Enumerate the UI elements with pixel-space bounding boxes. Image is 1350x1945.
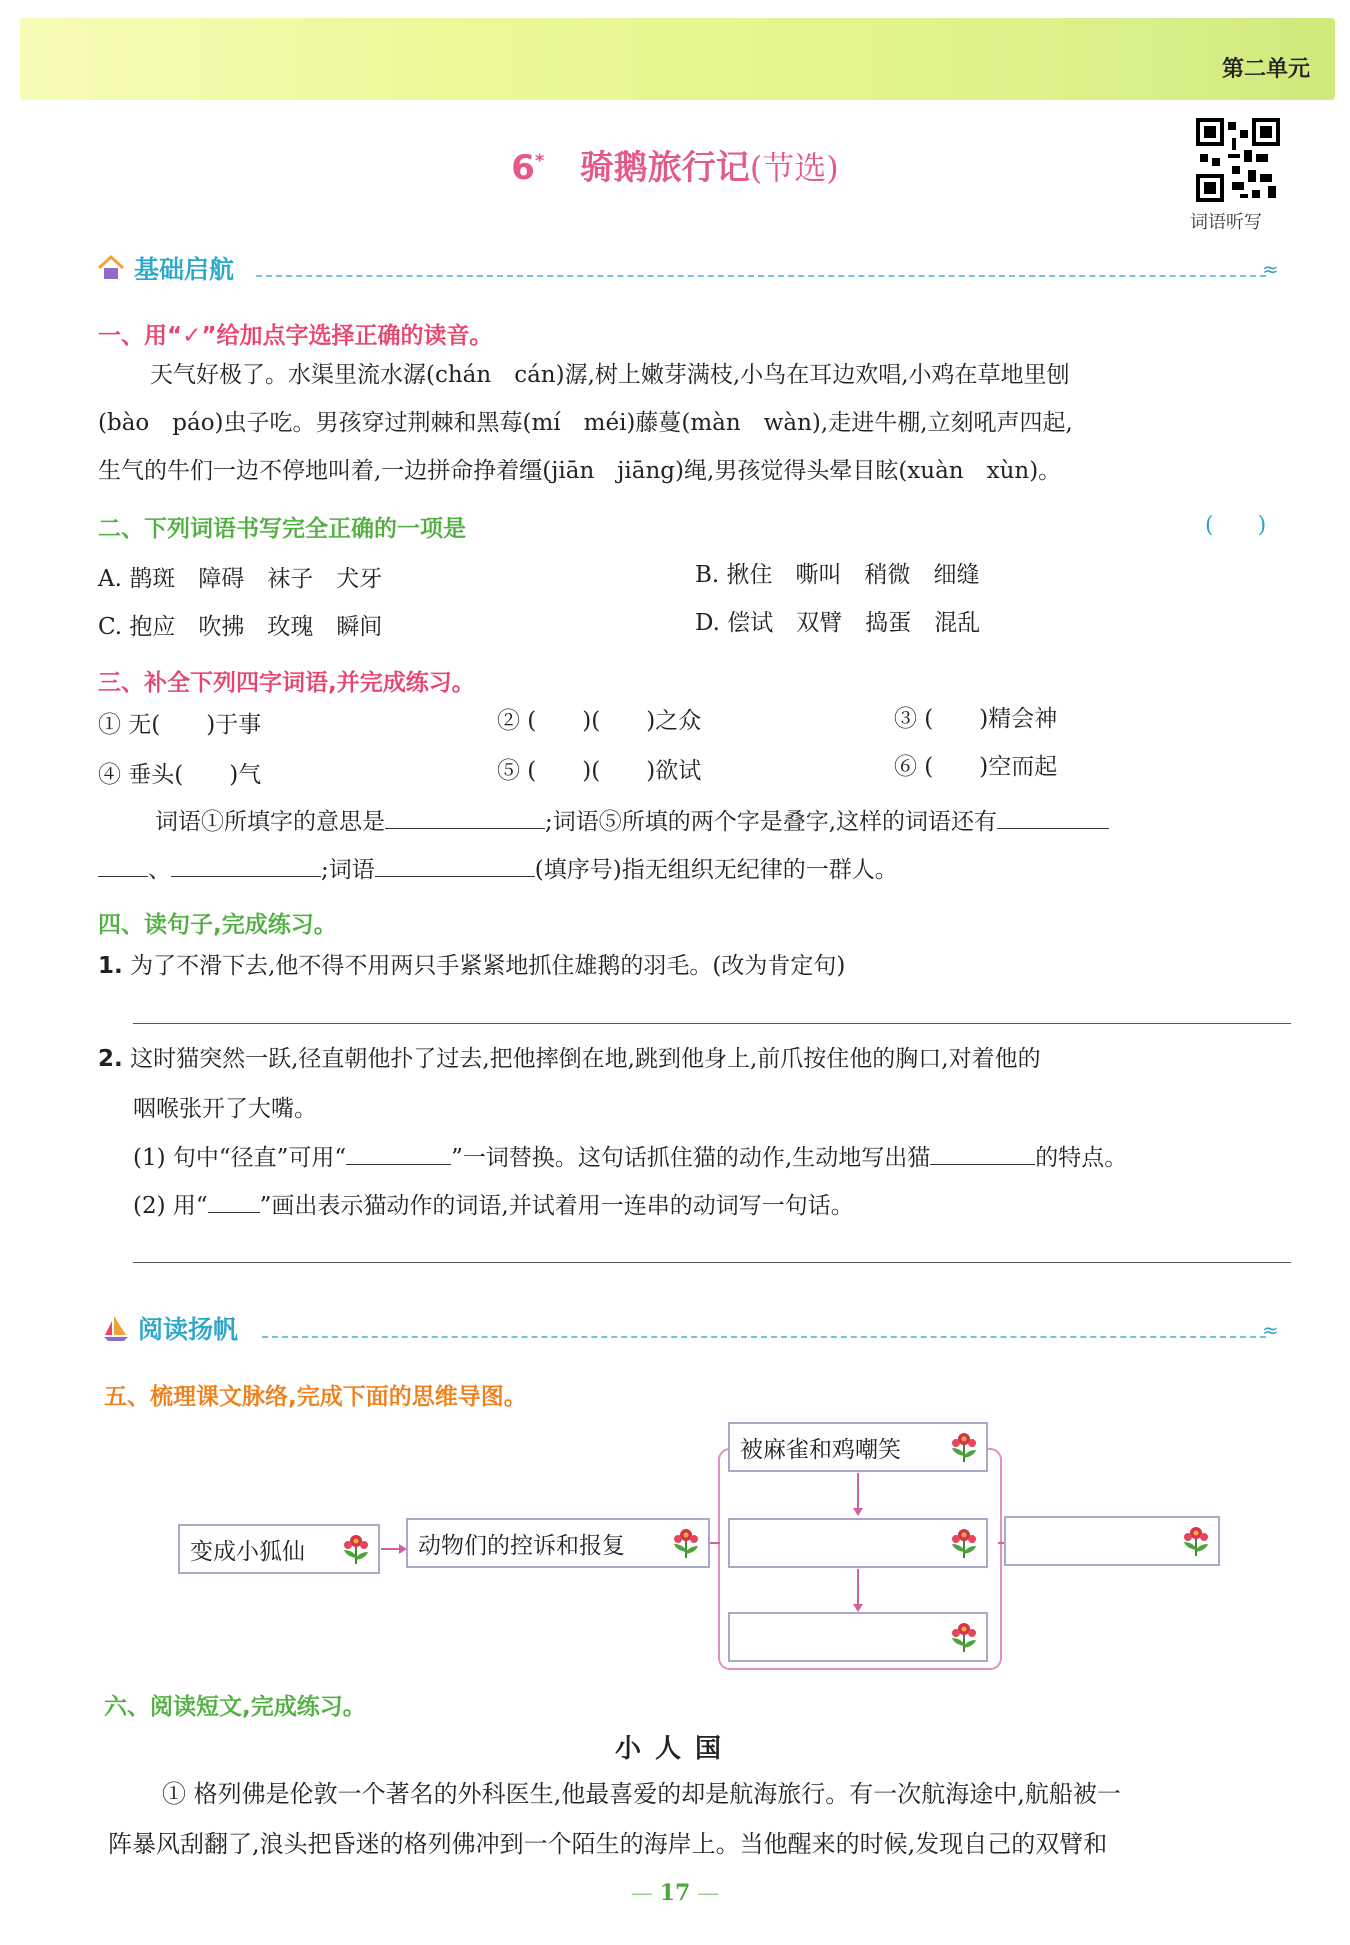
q2-label: 二、下列词语书写完全正确的一项是 [98,516,466,542]
q1-line2: (bào páo)虫子吃。男孩穿过荆棘和黑莓(mí méi)藤蔓(màn wàn),走进牛棚,立刻吼声四起, [98,410,1073,436]
q3-item1[interactable]: ① 无( )于事 [98,712,262,738]
q5-label: 五、梳理课文脉络,完成下面的思维导图。 [104,1384,527,1410]
q3-item2[interactable]: ② ( )( )之众 [497,708,702,734]
section-divider [256,275,1266,277]
flower-icon [948,1430,980,1464]
mindmap-box-blank1[interactable] [728,1518,988,1568]
q4-part1: (1) 句中“径直”可用“ ”一词替换。这句话抓住猫的动作,生动地写出猫 的特点。 [133,1145,1128,1171]
story-title: 小人国 [614,1734,735,1764]
connector [381,1548,401,1550]
q4-label: 四、读句子,完成练习。 [98,912,337,938]
lesson-title-sub: (节选) [749,149,839,187]
arrow-down-icon [853,1508,863,1516]
q4-underline-sample [208,1192,260,1213]
lesson-title [0,140,1350,189]
q2-option-a[interactable]: A. 鹊斑 障碍 袜子 犬牙 [98,566,383,592]
page-number: — 17 — [630,1880,720,1906]
connector [710,1542,720,1544]
section-reading-title: 阅读扬帆 [138,1315,239,1344]
wave-end-icon: ≈ [1262,257,1279,281]
mindmap-box-blank2[interactable] [728,1612,988,1662]
section-basic [96,250,234,286]
q4-sentence2-cont: 咽喉张开了大嘴。 [133,1096,317,1122]
sailboat-icon [102,1313,130,1343]
mindmap-box-complaints: 动物们的控诉和报复 [406,1518,710,1568]
mindmap-box-mocked: 被麻雀和鸡嘲笑 [728,1422,988,1472]
flower-icon [1180,1524,1212,1558]
q1-label: 一、用“✓”给加点字选择正确的读音。 [98,323,493,349]
q4-sentence1: 1. 为了不滑下去,他不得不用两只手紧紧地抓住雄鹅的羽毛。(改为肯定句) [98,953,846,979]
lesson-title-text: 骑鹅旅行记 [579,148,750,188]
q6-label: 六、阅读短文,完成练习。 [104,1694,366,1720]
q3-item6[interactable]: ⑥ ( )空而起 [894,754,1058,780]
flower-icon [340,1532,372,1566]
q4-part2: (2) 用“ ”画出表示猫动作的词语,并试着用一连串的动词写一句话。 [133,1193,854,1219]
section-basic-title: 基础启航 [134,255,235,284]
q4-answer-line1[interactable] [133,1023,1291,1024]
flower-icon [948,1620,980,1654]
section-divider [262,1336,1266,1338]
q3-practice-line2: 、 ;词语 (填序号)指无组织无纪律的一群人。 [98,856,898,885]
q1-line3: 生气的牛们一边不停地叫着,一边拼命挣着缰(jiān jiāng)绳,男孩觉得头晕目眩(xuàn xùn)。 [98,458,1062,484]
q4-answer-line2[interactable] [133,1262,1291,1263]
story-paragraph1-line1: ① 格列佛是伦敦一个著名的外科医生,他最喜爱的却是航海旅行。有一次航海途中,航船被一 [162,1780,1121,1808]
q3-label: 三、补全下列四字词语,并完成练习。 [98,670,475,696]
q2-option-c[interactable]: C. 抱应 吹拂 玫瑰 瞬间 [98,614,383,640]
wave-end-icon: ≈ [1262,1318,1279,1342]
q4-sentence2: 2. 这时猫突然一跃,径直朝他扑了过去,把他摔倒在地,跳到他身上,前爪按住他的胸口,对着他的 [98,1046,1041,1072]
q4-blank-synonym[interactable] [346,1144,451,1165]
q3-blank-words[interactable] [997,808,1109,829]
q3-blank-word2[interactable] [98,856,148,877]
mindmap-box-start: 变成小狐仙 [178,1524,380,1574]
qr-code-icon[interactable] [1196,118,1280,202]
mindmap-box-blank3[interactable] [1004,1516,1220,1566]
q3-practice-line1: 词语①所填字的意思是 ;词语⑤所填的两个字是叠字,这样的词语还有 [155,808,1109,837]
q3-blank-word3[interactable] [171,856,321,877]
connector [857,1473,859,1509]
q2-option-b[interactable]: B. 揪住 嘶叫 稍微 细缝 [695,562,980,588]
unit-label: 第二单元 [1221,57,1310,82]
flower-icon [670,1526,702,1560]
q2-option-d[interactable]: D. 偿试 双臂 捣蛋 混乱 [695,610,981,636]
connector [857,1569,859,1605]
header-banner [20,18,1335,100]
story-paragraph1-line2: 阵暴风刮翻了,浪头把昏迷的格列佛冲到一个陌生的海岸上。当他醒来的时候,发现自己的双臂和 [108,1830,1108,1858]
lesson-number: 6* [511,148,545,188]
q1-line1: 天气好极了。水渠里流水潺(chán cán)潺,树上嫩芽满枝,小鸟在耳边欢唱,小鸡在草地里刨 [150,362,1070,388]
q3-blank-meaning[interactable] [385,808,545,829]
flower-icon [948,1526,980,1560]
arrow-down-icon [853,1604,863,1612]
q3-item4[interactable]: ④ 垂头( )气 [98,762,262,788]
q3-item5[interactable]: ⑤ ( )( )欲试 [497,758,702,784]
section-reading [102,1310,238,1346]
q4-blank-trait[interactable] [930,1144,1035,1165]
q2-answer-paren[interactable]: ( ) [1205,513,1267,538]
q3-blank-number[interactable] [375,856,535,877]
q3-item3[interactable]: ③ ( )精会神 [894,706,1058,732]
qr-label: 词语听写 [1190,212,1262,233]
house-icon [96,254,126,282]
